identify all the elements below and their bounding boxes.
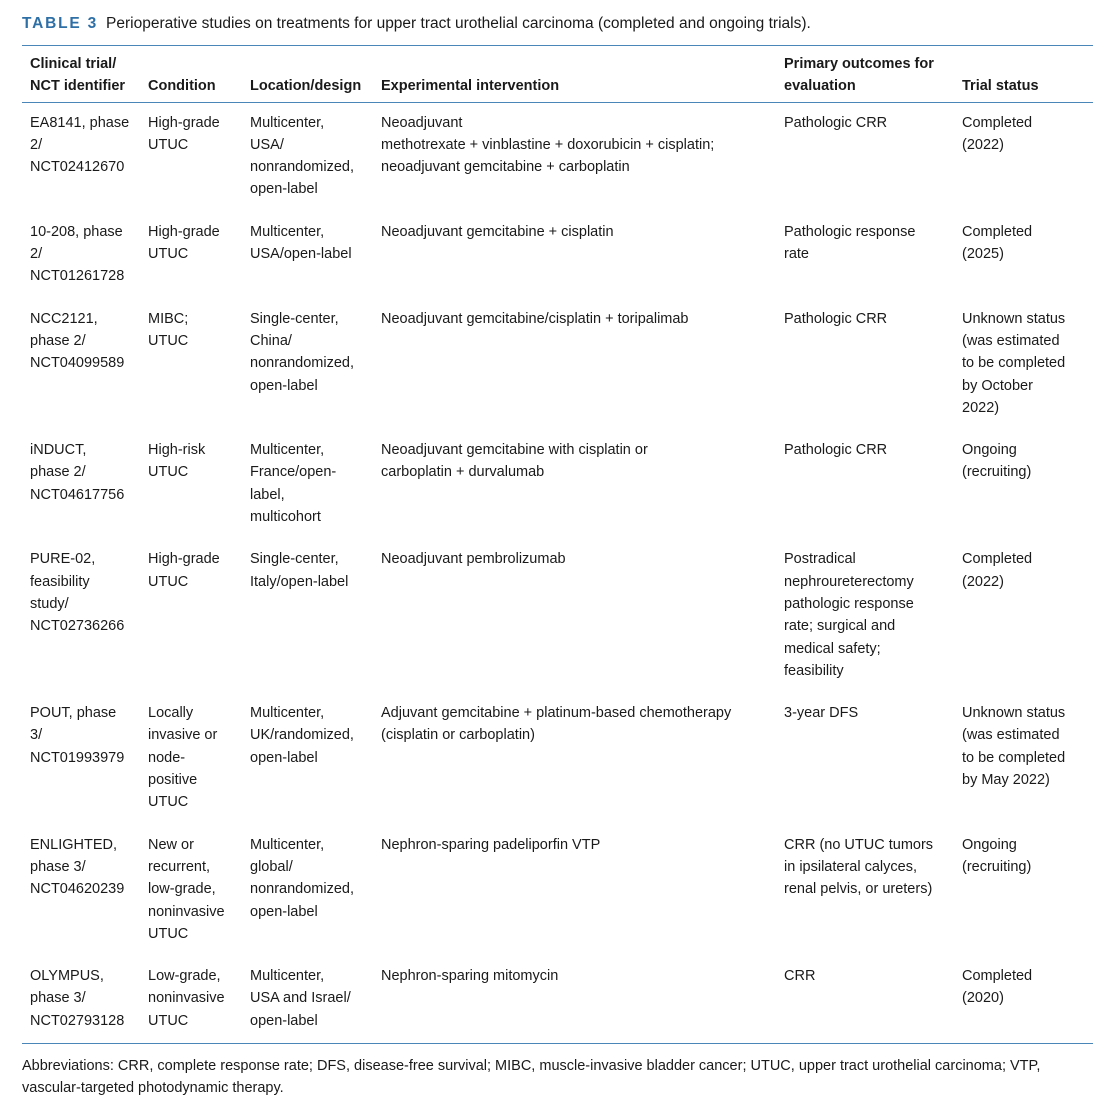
cell-trial: POUT, phase 3/ NCT01993979 (30, 705, 125, 766)
cell-intervention: Nephron-sparing mitomycin (381, 968, 559, 985)
cell-outcomes: CRR (784, 968, 816, 985)
cell-outcomes: Pathologic response rate (784, 223, 916, 263)
cell-status: Unknown status (was estimated to be completed by October 2022) (962, 310, 1066, 416)
cell-trial: OLYMPUS, phase 3/ NCT02793128 (30, 968, 125, 1029)
cell-location: Single-center, Italy/open-label (250, 551, 349, 590)
cell-location: Multicenter, USA/open-label (250, 223, 352, 263)
cell-outcomes: Pathologic CRR (784, 310, 888, 327)
cell-status: Completed (2022) (962, 551, 1033, 590)
cell-intervention: Neoadjuvant methotrexate + vinblastine + doxorubicin + cisplatin; neoadjuvant gemcitabine + carboplatin (381, 114, 715, 176)
cell-status: Completed (2025) (962, 223, 1033, 263)
table-label: TABLE 3 (22, 15, 99, 32)
cell-intervention: Neoadjuvant pembrolizumab (381, 551, 566, 568)
cell-condition: MIBC; UTUC (148, 310, 189, 349)
cell-condition: High-grade UTUC (148, 551, 220, 590)
table-caption (22, 14, 1093, 34)
cell-location: Multicenter, global/ nonrandomized, open-label (250, 836, 354, 920)
cell-intervention: Neoadjuvant gemcitabine/cisplatin + toripalimab (381, 310, 689, 327)
table-header (22, 46, 1093, 103)
table-row (22, 539, 1093, 693)
table-row (22, 212, 1093, 299)
table-footnote: Abbreviations: CRR, complete response rate; DFS, disease-free survival; MIBC, muscle-invasive bladder cancer; UTUC, upper tract urothelial carcinoma; VTP, vascular-targeted photodynamic therapy. (22, 1057, 1041, 1096)
cell-outcomes: Pathologic CRR (784, 114, 888, 131)
cell-intervention: Neoadjuvant gemcitabine with cisplatin or carboplatin + durvalumab (381, 442, 648, 481)
table-row (22, 825, 1093, 956)
table-row (22, 693, 1093, 824)
cell-outcomes: 3-year DFS (784, 705, 859, 722)
table-row (22, 956, 1093, 1043)
cell-intervention: Neoadjuvant gemcitabine + cisplatin (381, 223, 614, 240)
cell-trial: NCC2121, phase 2/ NCT04099589 (30, 310, 125, 372)
cell-status: Completed (2022) (962, 114, 1033, 153)
column-header-trial: Clinical trial/ NCT identifier (30, 56, 126, 95)
table-row (22, 430, 1093, 539)
cell-status: Ongoing (recruiting) (962, 442, 1032, 481)
cell-intervention: Nephron-sparing padeliporfin VTP (381, 836, 601, 853)
column-header-outcomes: Primary outcomes for evaluation (784, 56, 934, 95)
cell-status: Ongoing (recruiting) (962, 836, 1032, 875)
cell-location: Multicenter, USA and Israel/ open-label (250, 968, 351, 1029)
cell-outcomes: Postradical nephroureterectomy pathologic response rate; surgical and medical safety; feasibility (784, 551, 914, 679)
cell-trial: iNDUCT, phase 2/ NCT04617756 (30, 442, 125, 503)
cell-condition: High-grade UTUC (148, 114, 220, 153)
cell-condition: Low-grade, noninvasive UTUC (148, 968, 225, 1029)
cell-condition: Locally invasive or node- positive UTUC (148, 705, 218, 811)
cell-location: Multicenter, France/open- label, multicohort (250, 442, 337, 526)
trials-table (22, 45, 1093, 1044)
cell-condition: High-grade UTUC (148, 223, 220, 263)
cell-location: Multicenter, UK/randomized, open-label (250, 705, 354, 766)
cell-trial: 10-208, phase 2/ NCT01261728 (30, 223, 125, 285)
cell-location: Multicenter, USA/ nonrandomized, open-label (250, 114, 354, 198)
column-header-status: Trial status (962, 78, 1039, 95)
cell-location: Single-center, China/ nonrandomized, open-label (250, 310, 354, 394)
cell-outcomes: CRR (no UTUC tumors in ipsilateral calyces, renal pelvis, or ureters) (784, 836, 934, 898)
column-header-intervention: Experimental intervention (381, 78, 560, 95)
cell-intervention: Adjuvant gemcitabine + platinum-based chemotherapy (cisplatin or carboplatin) (381, 705, 732, 744)
cell-outcomes: Pathologic CRR (784, 442, 888, 459)
cell-status: Completed (2020) (962, 968, 1033, 1007)
cell-trial: EA8141, phase 2/ NCT02412670 (30, 114, 130, 176)
cell-trial: ENLIGHTED, phase 3/ NCT04620239 (30, 836, 125, 898)
cell-status: Unknown status (was estimated to be completed by May 2022) (962, 705, 1066, 789)
table-body (22, 102, 1093, 1043)
cell-condition: New or recurrent, low-grade, noninvasive UTUC (148, 836, 225, 942)
header-row (22, 46, 1093, 103)
table-row (22, 299, 1093, 430)
cell-trial: PURE-02, feasibility study/ NCT02736266 (30, 551, 125, 635)
column-header-location: Location/design (250, 78, 362, 95)
cell-condition: High-risk UTUC (148, 442, 206, 481)
table-row (22, 102, 1093, 212)
column-header-condition: Condition (148, 78, 216, 95)
table-title: Perioperative studies on treatments for upper tract urothelial carcinoma (completed and ongoing trials). (106, 15, 811, 32)
